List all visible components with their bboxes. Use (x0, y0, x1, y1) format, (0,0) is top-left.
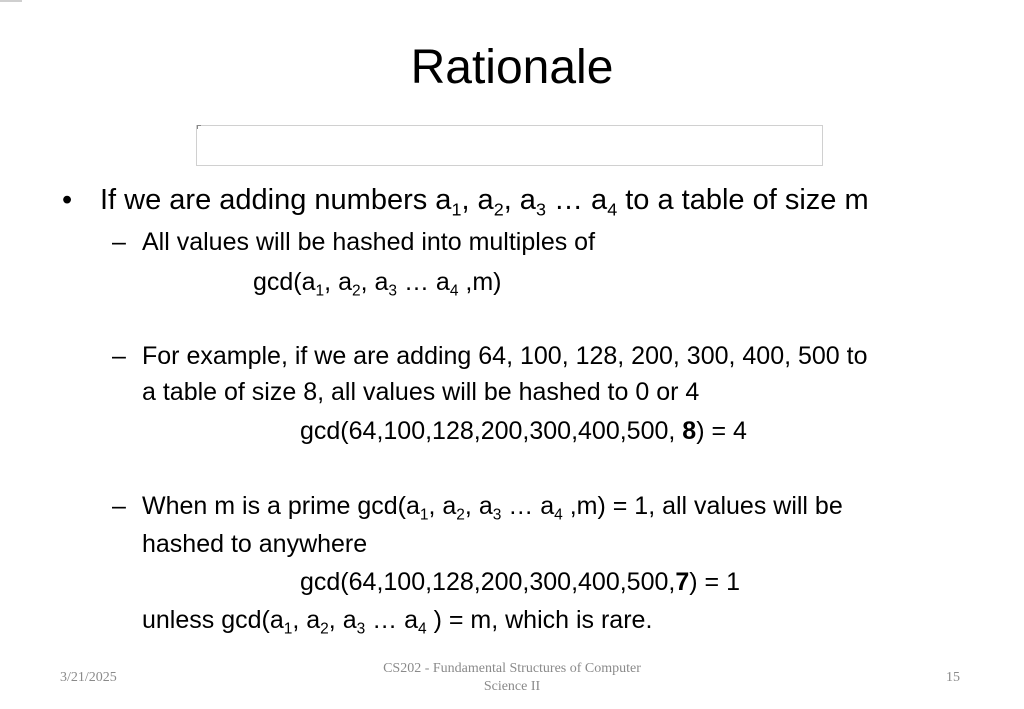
footer-course (312, 660, 712, 696)
corner-mark (0, 0, 22, 2)
text-box-corner-mark (197, 125, 201, 129)
footer-course-line-1: CS202 - Fundamental Structures of Computer (383, 661, 641, 676)
sub-bullet-1: All values will be hashed into multiples of (142, 228, 596, 256)
unless-line: unless $\gcd(a_1$, $a_2$, $a_3$ … $a_4$ ) = m, which is rare. (142, 606, 653, 638)
sub-bullet-3-line-1: When m is a prime $\gcd(a_1$, $a_2$, $a_3$ … $a_4$ ,m) = 1, all values will be (142, 492, 843, 524)
bullet-marker: • (62, 184, 73, 216)
footer-date: 3/21/2025 (60, 670, 117, 685)
sub-bullet-2-line-2: a table of size 8, all values will be hashed to 0 or 4 (142, 378, 700, 406)
bullet-main-line: If we are adding numbers $a_1$, $a_2$, $a_3$ … $a_4$ to a table of size m (100, 184, 869, 220)
footer-course-line-2: Science II (483, 679, 541, 694)
sub-bullet-2-line-1: For example, if we are adding 64, 100, 128, 200, 300, 400, 500 to (142, 342, 868, 370)
dash-marker: – (112, 228, 126, 256)
footer-page-number: 15 (946, 670, 960, 685)
dash-marker: – (112, 342, 126, 370)
dash-marker: – (112, 492, 126, 520)
gcd-formula-2: gcd(64,100,128,200,300,400,500, 8) = 4 (300, 417, 747, 445)
sub-bullet-3-line-2: hashed to anywhere (142, 530, 368, 558)
empty-text-box (196, 125, 823, 166)
gcd-formula-1: $\gcd(a_1$, $a_2$, $a_3$ … $a_4$ ,m) (253, 268, 502, 300)
gcd-formula-3: gcd(64,100,128,200,300,400,500,7) = 1 (300, 568, 740, 596)
slide-title: Rationale (410, 41, 614, 94)
